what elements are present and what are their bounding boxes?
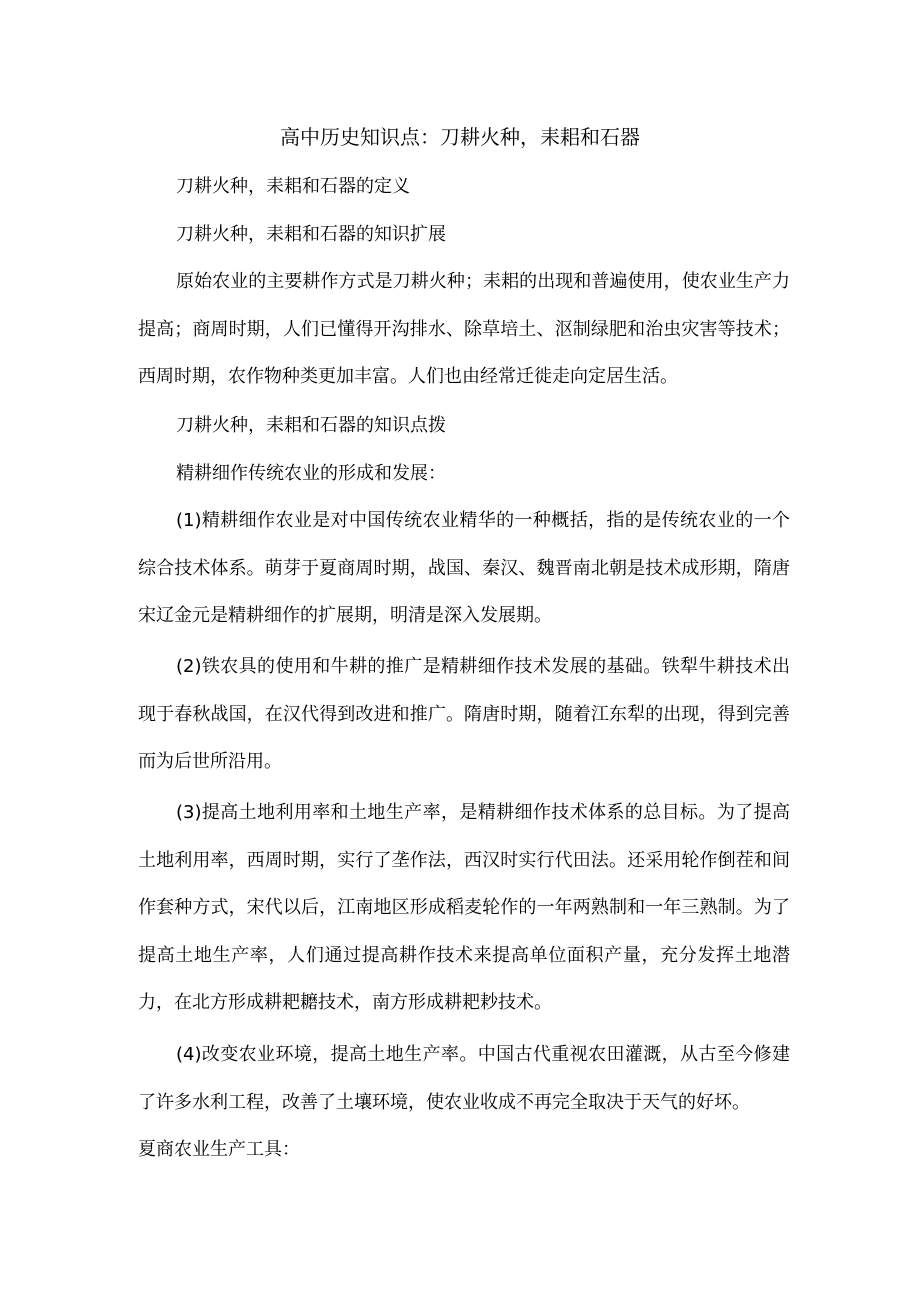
paragraph-point-1: (1)精耕细作农业是对中国传统农业精华的一种概括，指的是传统农业的一个综合技术体系。萌芽于夏商周时期，战国、秦汉、魏晋南北朝是技术成形期，隋唐宋辽金元是精耕细作的扩展期，明清是深入发展期。 [138,510,790,626]
paragraph-xia-shang-tools-heading: 夏商农业生产工具： [138,1139,300,1160]
paragraph-intensive-farming-heading: 精耕细作传统农业的形成和发展： [176,463,446,484]
paragraph-primitive-agriculture: 原始农业的主要耕作方式是刀耕火种；耒耜的出现和普遍使用，使农业生产力提高；商周时期，人们已懂得开沟排水、除草培土、沤制绿肥和治虫灾害等技术；西周时期，农作物种类更加丰富。人们也由经常迁徙走向定居生活。 [138,271,790,387]
paragraph-definition-heading: 刀耕火种，耒耜和石器的定义 [176,176,410,197]
page-title: 高中历史知识点：刀耕火种，耒耜和石器 [280,125,640,149]
paragraph-extension-heading: 刀耕火种，耒耜和石器的知识扩展 [176,224,446,245]
paragraph-point-2: (2)铁农具的使用和牛耕的推广是精耕细作技术发展的基础。铁犁牛耕技术出现于春秋战国，在汉代得到改进和推广。隋唐时期，随着江东犁的出现，得到完善而为后世所沿用。 [138,656,790,772]
paragraph-point-3: (3)提高土地利用率和土地生产率，是精耕细作技术体系的总目标。为了提高土地利用率，西周时期，实行了垄作法，西汉时实行代田法。还采用轮作倒茬和间作套种方式，宋代以后，江南地区形成稻麦轮作的一年两熟制和一年三熟制。为了提高土地生产率，人们通过提高耕作技术来提高单位面积产量，充分发挥土地潜力，在北方形成耕耙耱技术，南方形成耕耙耖技术。 [138,802,790,1013]
paragraph-guidance-heading: 刀耕火种，耒耜和石器的知识点拨 [176,415,446,436]
paragraph-point-4: (4)改变农业环境，提高土地生产率。中国古代重视农田灌溉，从古至今修建了许多水利工程，改善了土壤环境，使农业收成不再完全取决于天气的好坏。 [138,1044,790,1113]
